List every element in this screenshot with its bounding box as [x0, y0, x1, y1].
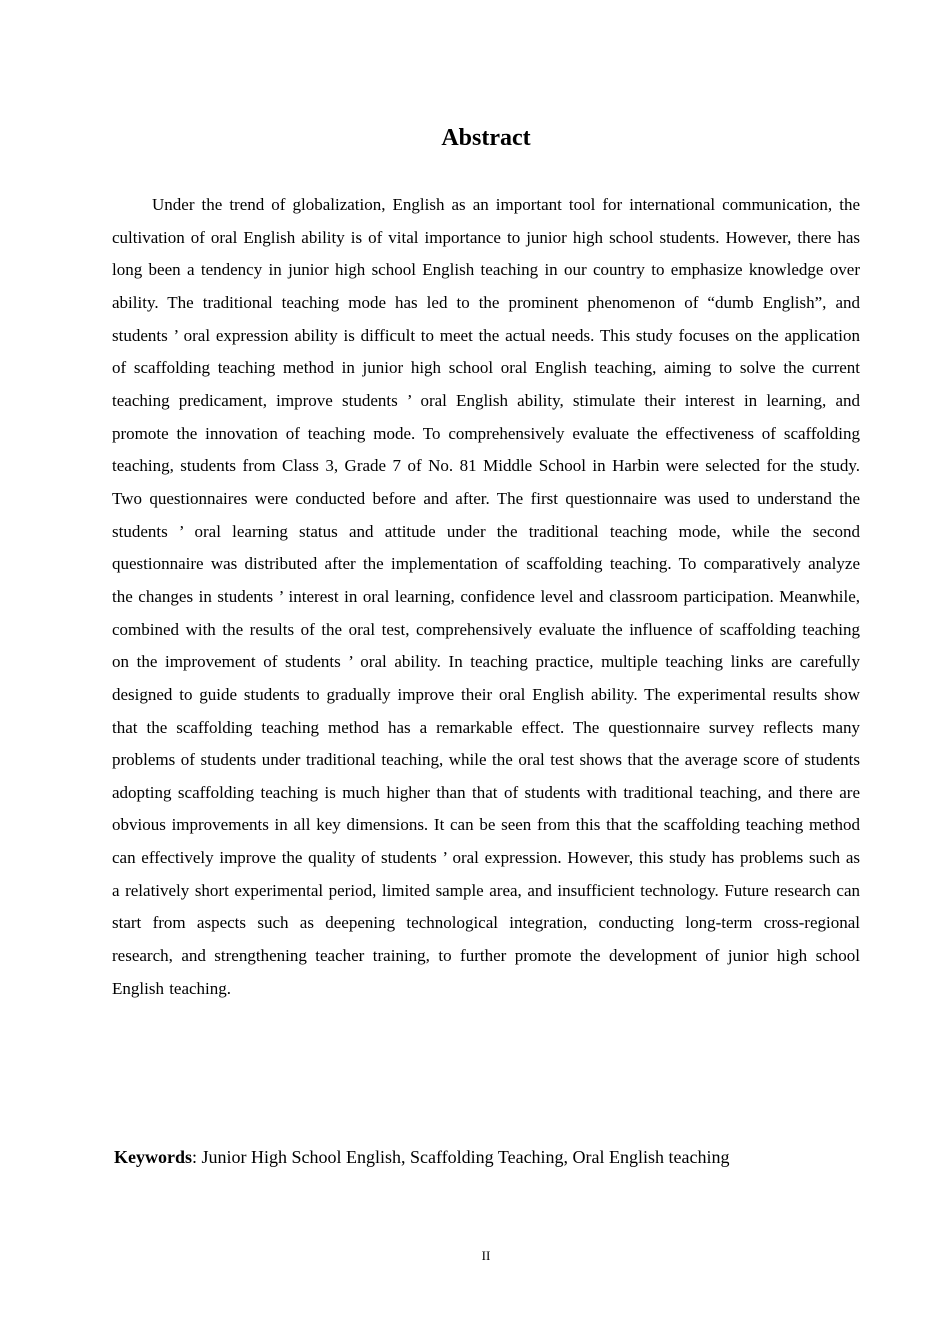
- keywords-line: [114, 1143, 854, 1171]
- keywords-value: Junior High School English, Scaffolding Teaching, Oral English teaching: [201, 1147, 730, 1167]
- abstract-title: Abstract: [441, 125, 531, 151]
- abstract-body: Under the trend of globalization, English as an important tool for international communication, the cultivation of oral English ability is of vital importance to junior high school students. However, there has long been a tendency in junior high school English teaching in our country to emphasize knowledge over ability. The traditional teaching mode has led to the prominent phenomenon of “dumb English”, and students ’ oral expression ability is difficult to meet the actual needs. This study focuses on the application of scaffolding teaching method in junior high school oral English teaching, aiming to solve the current teaching predicament, improve students ’ oral English ability, stimulate their interest in learning, and promote the innovation of teaching mode. To comprehensively evaluate the effectiveness of scaffolding teaching, students from Class 3, Grade 7 of No. 81 Middle School in Harbin were selected for the study. Two questionnaires were conducted before and after. The first questionnaire was used to understand the students ’ oral learning status and attitude under the traditional teaching mode, while the second questionnaire was distributed after the implementation of scaffolding teaching. To comparatively analyze the changes in students ’ interest in oral learning, confidence level and classroom participation. Meanwhile, combined with the results of the oral test, comprehensively evaluate the influence of scaffolding teaching on the improvement of students ’ oral ability. In teaching practice, multiple teaching links are carefully designed to guide students to gradually improve their oral English ability. The experimental results show that the scaffolding teaching method has a remarkable effect. The questionnaire survey reflects many problems of students under traditional teaching, while the oral test shows that the average score of students adopting scaffolding teaching is much higher than that of students with traditional teaching, and there are obvious improvements in all key dimensions. It can be seen from this that the scaffolding teaching method can effectively improve the quality of students ’ oral expression. However, this study has problems such as a relatively short experimental period, limited sample area, and insufficient technology. Future research can start from aspects such as deepening technological integration, conducting long-term cross-regional research, and strengthening teacher training, to further promote the development of junior high school English teaching.: [112, 195, 860, 998]
- keywords-separator: :: [192, 1147, 202, 1167]
- page-number: II: [481, 1248, 491, 1263]
- keywords-label: Keywords: [114, 1147, 192, 1167]
